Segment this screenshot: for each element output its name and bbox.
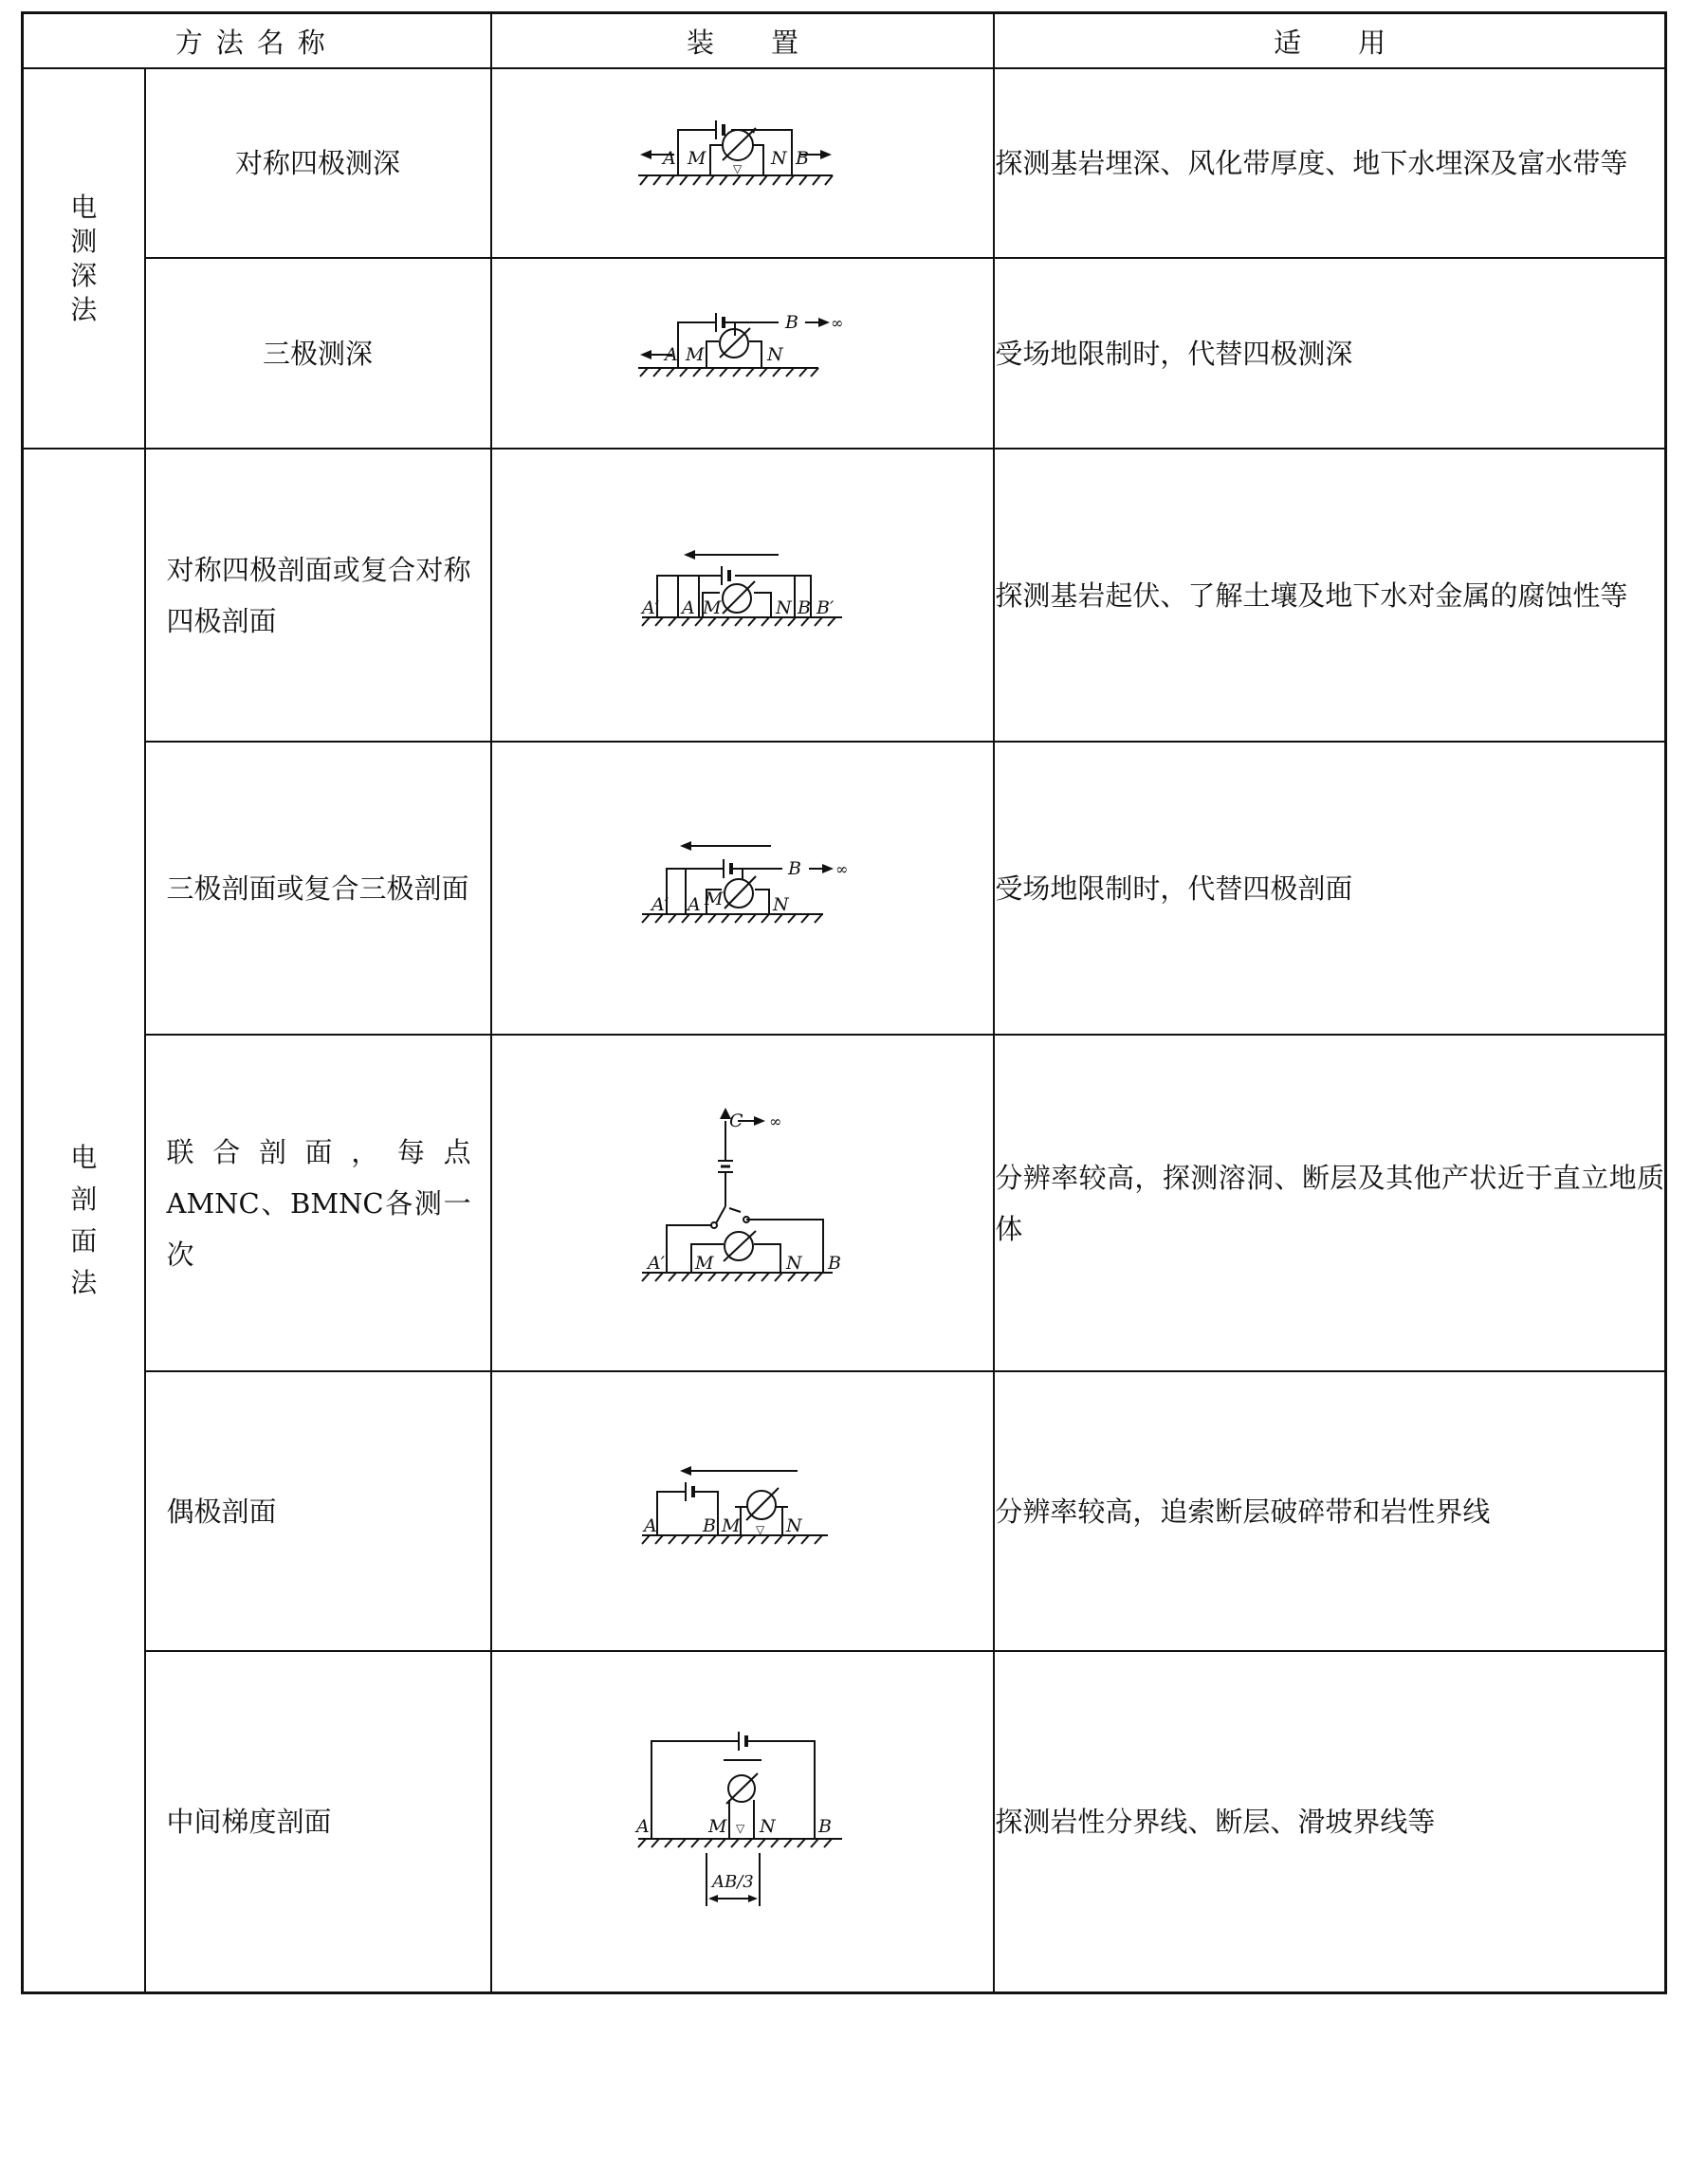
label-m: M [694, 1252, 714, 1274]
application-cell [994, 68, 1665, 258]
method-name: 对称四极测深 [235, 147, 401, 179]
application-text: 探测岩性分界线、断层、滑坡界线等 [995, 1805, 1436, 1838]
method-table [21, 11, 1667, 1994]
method-name-cell [145, 68, 491, 258]
label-b: B [795, 148, 809, 169]
method-name-cell [145, 742, 491, 1035]
label-a-prime: A′ [641, 596, 659, 618]
label-infinity: ∞ [830, 313, 844, 332]
label-a-prime: A′ [651, 893, 669, 915]
label-b: B [827, 1252, 841, 1274]
label-n: N [770, 148, 787, 169]
header-device-text: 装置 [686, 26, 855, 59]
device-cell [491, 1035, 995, 1371]
device-cell [491, 449, 995, 742]
method-name-cell [145, 1035, 491, 1371]
label-b: B [787, 857, 801, 879]
device-cell [491, 1371, 995, 1651]
application-text: 探测基岩起伏、了解土壤及地下水对金属的腐蚀性等 [995, 578, 1628, 612]
label-a: A [635, 1815, 650, 1837]
group-label: 电测深法 [70, 191, 98, 325]
label-b: B [784, 311, 798, 333]
symmetric-four-pole-sounding-diagram [629, 109, 856, 213]
table-row [23, 1371, 1666, 1651]
label-c: C [728, 1110, 743, 1131]
label-m: M [685, 343, 705, 365]
application-text: 受场地限制时，代替四极剖面 [995, 872, 1353, 905]
gradient-profile-diagram [629, 1720, 856, 1919]
method-name: 三极剖面或复合三极剖面 [166, 872, 469, 905]
label-n: N [785, 1252, 802, 1274]
header-method-name-text: 方法名称 [174, 26, 339, 59]
application-text: 探测基岩埋深、风化带厚度、地下水埋深及富水带等 [995, 147, 1628, 179]
label-n: N [759, 1815, 776, 1837]
method-name: 三极测深 [263, 337, 374, 370]
label-m: M [702, 596, 722, 618]
label-n: N [766, 343, 783, 365]
label-b: B [702, 1514, 716, 1536]
header-application-text: 适用 [1274, 26, 1443, 59]
device-cell [491, 258, 995, 449]
table-row [23, 1651, 1666, 1992]
label-ab-third: AB/3 [711, 1871, 754, 1892]
label-infinity: ∞ [768, 1111, 782, 1130]
label-b-prime: B′ [816, 596, 835, 618]
label-a: A [662, 148, 676, 169]
label-m: M [721, 1514, 741, 1536]
label-a-prime: A′ [647, 1252, 665, 1274]
combined-profile-diagram [629, 1102, 856, 1301]
ground-triangle: ▽ [732, 162, 743, 175]
dipole-profile-diagram [629, 1458, 856, 1562]
label-n: N [785, 1514, 802, 1536]
label-b: B [797, 596, 811, 618]
method-name-cell [145, 1651, 491, 1992]
label-m: M [704, 888, 724, 909]
header-application [994, 13, 1665, 69]
label-n: N [775, 596, 792, 618]
table-row [23, 449, 1666, 742]
label-b: B [817, 1815, 832, 1837]
application-cell [994, 449, 1665, 742]
label-n: N [772, 893, 789, 915]
table-row [23, 742, 1666, 1035]
three-pole-sounding-diagram [629, 309, 856, 395]
application-cell [994, 1651, 1665, 1992]
method-table-sheet [21, 11, 1667, 2162]
method-name-cell [145, 449, 491, 742]
ground-triangle: ▽ [755, 1522, 765, 1536]
method-name-cell [145, 258, 491, 449]
application-text: 受场地限制时，代替四极测深 [995, 337, 1353, 370]
three-pole-profile-diagram [629, 835, 856, 939]
symmetric-four-pole-profile-diagram [629, 541, 856, 646]
method-name-cell [145, 1371, 491, 1651]
method-name: 中间梯度剖面 [166, 1805, 332, 1838]
table-row [23, 68, 1666, 258]
label-a: A [664, 343, 678, 365]
label-a: A [687, 893, 701, 915]
application-cell [994, 742, 1665, 1035]
label-m: M [687, 148, 706, 169]
group-label: 电剖面法 [70, 1141, 98, 1298]
label-a: A [681, 596, 695, 618]
method-name: 联合剖面，每点AMNC、BMNC各测一次 [166, 1135, 471, 1271]
label-m: M [707, 1815, 727, 1837]
ground-hatch [640, 175, 833, 185]
label-a: A [643, 1514, 657, 1536]
header-method-name [23, 13, 491, 69]
group-cell-profiling [23, 449, 145, 1992]
ground-triangle: ▽ [735, 1821, 745, 1835]
device-cell [491, 1651, 995, 1992]
device-cell [491, 68, 995, 258]
header-device [491, 13, 995, 69]
label-infinity: ∞ [835, 859, 849, 878]
group-cell-sounding [23, 68, 145, 449]
method-name: 偶极剖面 [166, 1495, 277, 1528]
table-row [23, 1035, 1666, 1371]
method-name: 对称四极剖面或复合对称四极剖面 [166, 553, 471, 637]
table-row [23, 258, 1666, 449]
application-cell [994, 1371, 1665, 1651]
header-row [23, 13, 1666, 69]
device-cell [491, 742, 995, 1035]
application-text: 分辨率较高，探测溶洞、断层及其他产状近于直立地质体 [995, 1161, 1664, 1245]
application-text: 分辨率较高，追索断层破碎带和岩性界线 [995, 1495, 1491, 1528]
application-cell [994, 258, 1665, 449]
application-cell [994, 1035, 1665, 1371]
